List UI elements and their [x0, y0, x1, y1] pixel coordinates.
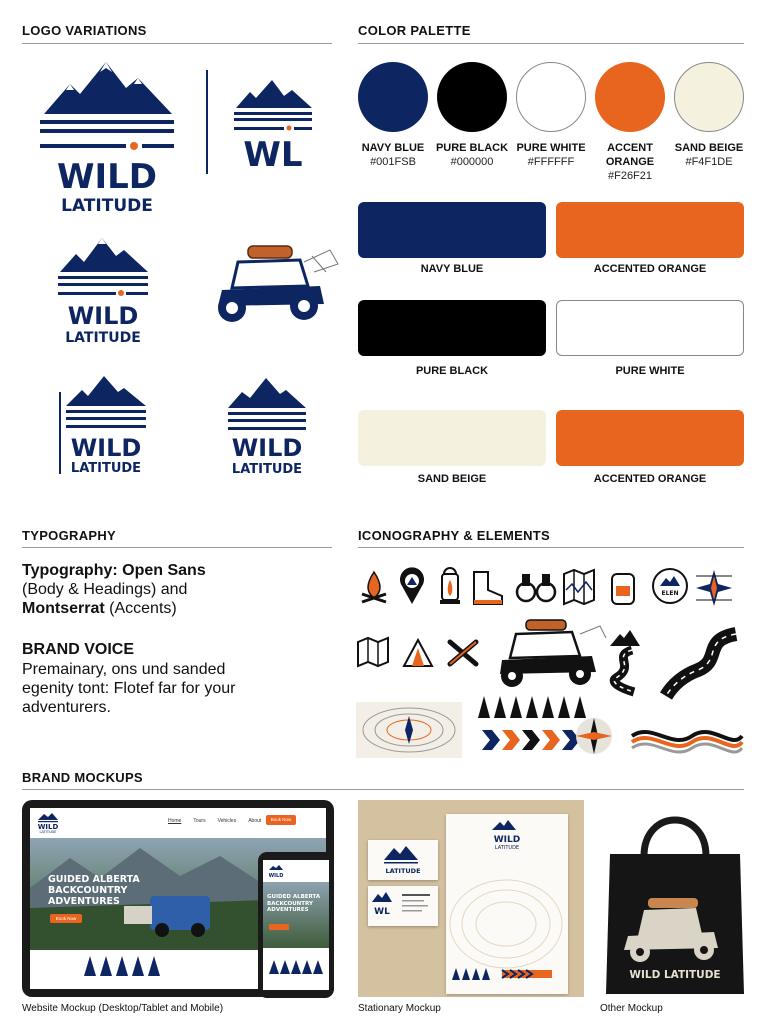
divider: [22, 789, 744, 790]
palette-swatch-circle: [516, 62, 586, 132]
color-palette-title: COLOR PALETTE: [358, 23, 471, 38]
phone-hero-text: GUIDED ALBERTA BACKCOUNTRY ADVENTURES: [267, 894, 321, 913]
svg-text:LATITUDE: LATITUDE: [65, 330, 141, 346]
svg-text:LATITUDE: LATITUDE: [70, 461, 142, 476]
palette-bar-label: NAVY BLUE: [420, 263, 484, 275]
stationery-mockup-caption: Stationary Mockup: [358, 1003, 441, 1014]
stationery-mockup: [358, 800, 584, 997]
monogram-logo: [234, 78, 314, 175]
website-mockup-caption: Website Mockup (Desktop/Tablet and Mobile): [22, 1003, 224, 1014]
letterhead: [446, 814, 568, 994]
palette-color-bar: [358, 300, 546, 356]
binoculars-icon: [517, 574, 555, 601]
logo-variations-title: LOGO VARIATIONS: [22, 23, 147, 38]
svg-text:LATITUDE: LATITUDE: [231, 462, 303, 477]
palette-bar-label: PURE BLACK: [415, 365, 489, 377]
phone-frame: [258, 852, 334, 998]
chevron-pattern-icon: [482, 730, 580, 750]
palette-swatch-hex: #001FSB: [370, 156, 416, 168]
nav-tours[interactable]: Tours: [193, 818, 206, 824]
tent-icon: [404, 640, 432, 666]
phone-screen: [263, 860, 329, 990]
footer-trees: [84, 956, 164, 978]
mountain-road-icon: [610, 630, 640, 692]
book-now-button[interactable]: Book Now: [266, 815, 296, 825]
hero-headline: GUIDED ALBERTA BACKCOUNTRY ADVENTURES: [48, 874, 140, 907]
nav-home[interactable]: Home: [168, 818, 182, 824]
compass-rose-icon: [576, 718, 612, 754]
secondary-logo: [56, 236, 152, 346]
palette-bar-label: PURE WHITE: [615, 365, 685, 377]
palette-bar-label: SAND BEIGE: [417, 473, 487, 485]
palette-color-bar: [556, 410, 744, 466]
palette-swatch-name: SAND BEIGE: [674, 142, 744, 154]
tote-text: WILD LATITUDE: [629, 969, 721, 981]
palette-swatch-circle: [595, 62, 665, 132]
svg-text:ELEN: ELEN: [661, 590, 679, 597]
palette-swatch-name: ACCENT ORANGE: [605, 142, 655, 168]
palette-bar-label: ACCENTED ORANGE: [593, 263, 707, 275]
pine-trees-icon: [478, 696, 586, 718]
svg-text:WILD: WILD: [70, 434, 142, 462]
palette-swatch-hex: #FFFFFF: [527, 156, 575, 168]
trail-map-icon: [358, 638, 388, 666]
divider: [358, 43, 744, 44]
backpack-icon: [612, 574, 634, 604]
svg-text:WILD: WILD: [67, 302, 139, 330]
typography-title: TYPOGRAPHY: [22, 528, 117, 543]
folded-map-icon: [564, 570, 594, 604]
palette-color-bar: [358, 410, 546, 466]
tertiary-logo: [64, 374, 150, 478]
badge-icon: [653, 569, 687, 603]
topo-map-icon: [356, 702, 462, 758]
svg-text:LATITUDE: LATITUDE: [39, 830, 57, 834]
svg-text:WILD: WILD: [37, 823, 59, 831]
hero-book-button[interactable]: Book Now: [50, 914, 82, 923]
phone-hero-button[interactable]: [269, 924, 289, 930]
compass-icon: [696, 570, 732, 606]
business-card-back: [368, 886, 438, 926]
logo-word-latitude: LATITUDE: [61, 196, 153, 216]
compact-logo: [224, 376, 310, 478]
divider: [22, 43, 332, 44]
svg-text:WILD: WILD: [493, 835, 521, 845]
typography-description: [22, 561, 342, 618]
logo-word-wild: WILD: [56, 157, 158, 197]
brand-voice-text: Premainary, ons und sanded egenity tont: Flotef far for your adventurers.: [22, 661, 236, 716]
other-mockup-caption: Other Mockup: [600, 1003, 663, 1014]
phone-hero: [263, 882, 329, 948]
typography-body: (Body & Headings) and: [22, 581, 188, 598]
website-logo: [36, 812, 66, 834]
campfire-icon: [362, 572, 386, 602]
tote-bag-mockup: [604, 798, 746, 998]
palette-color-bar: [556, 300, 744, 356]
nav-vehicles[interactable]: Vehicles: [217, 818, 237, 824]
palette-swatch-hex: #F4F1DE: [685, 156, 733, 168]
svg-text:WILD: WILD: [231, 434, 303, 462]
business-card-front: [368, 840, 438, 880]
typography-lead: Typography: Open Sans: [22, 562, 206, 579]
lantern-icon: [440, 568, 460, 604]
utv-illustration: [208, 242, 340, 326]
phone-trees: [269, 960, 323, 976]
palette-swatch-name: PURE BLACK: [435, 142, 509, 154]
logo-monogram-text: WL: [243, 135, 303, 175]
palette-swatch-circle: [437, 62, 507, 132]
palette-color-bar: [358, 202, 546, 258]
palette-swatch-hex: #000000: [450, 156, 494, 168]
nav-about[interactable]: About: [248, 818, 262, 824]
logo-side-bar: [59, 392, 61, 474]
iconography-grid: [356, 566, 746, 766]
typography-accent-font: Montserrat: [22, 600, 105, 617]
palette-bar-label: ACCENTED ORANGE: [593, 473, 707, 485]
brand-voice-title: BRAND VOICE: [22, 641, 135, 658]
map-pin-icon: [400, 567, 424, 604]
winding-road-icon: [666, 634, 736, 696]
svg-text:WILD: WILD: [268, 873, 284, 878]
letterhead-art: [446, 814, 568, 994]
brand-mockups-title: BRAND MOCKUPS: [22, 770, 143, 785]
palette-swatch-circle: [674, 62, 744, 132]
svg-text:LATITUDE: LATITUDE: [385, 867, 421, 875]
logo-divider: [206, 70, 208, 174]
palette-swatch-hex: #F26F21: [607, 170, 653, 182]
svg-text:LATITUDE: LATITUDE: [494, 845, 520, 851]
phone-logo: [267, 864, 287, 878]
tools-icon: [450, 642, 476, 664]
website-nav: [168, 818, 261, 824]
boot-icon: [474, 572, 502, 604]
divider: [22, 547, 332, 548]
primary-logo: [40, 60, 178, 220]
svg-text:WL: WL: [374, 907, 390, 917]
typography-accents: (Accents): [109, 600, 177, 617]
wave-pattern-icon: [632, 732, 742, 752]
palette-swatch-name: PURE WHITE: [516, 142, 586, 154]
palette-swatch-name: NAVY BLUE: [361, 142, 425, 154]
palette-color-bar: [556, 202, 744, 258]
palette-swatch-circle: [358, 62, 428, 132]
iconography-title: ICONOGRAPHY & ELEMENTS: [358, 528, 550, 543]
divider: [358, 547, 744, 548]
utv-icon: [500, 620, 606, 687]
